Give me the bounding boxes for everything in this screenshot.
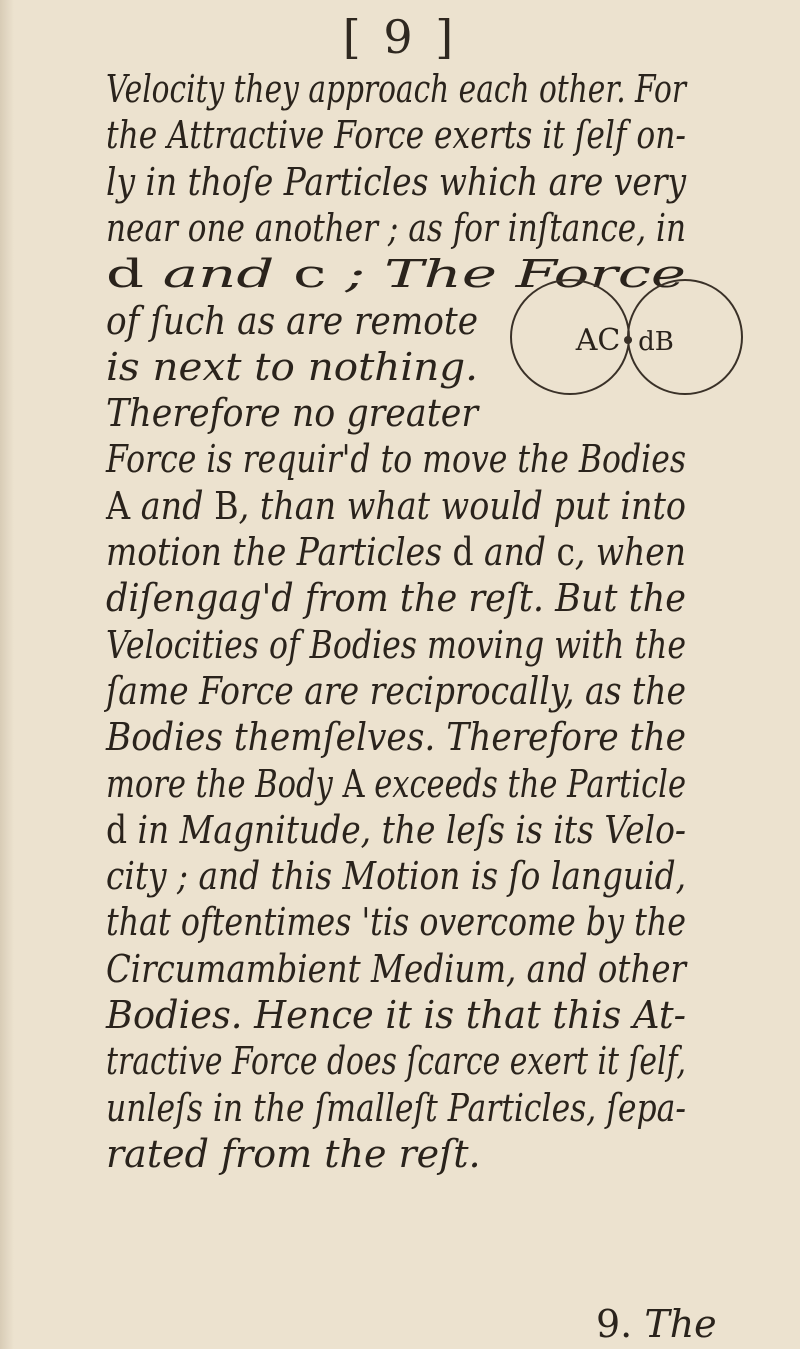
text-line <box>106 946 686 991</box>
italic-run: motion the Particles <box>106 530 453 574</box>
right-circle-label: dB <box>638 327 674 357</box>
roman-letter: A <box>342 761 365 806</box>
text-line <box>106 715 686 760</box>
roman-letter: d <box>452 530 474 574</box>
italic-run: Force is requir'd to move the Bodies <box>106 437 686 482</box>
text-line <box>106 437 686 482</box>
italic-run: Bodies. Hence it is that this At- <box>106 993 686 1037</box>
text-line <box>106 1085 686 1130</box>
roman-letter: A <box>106 483 131 528</box>
page-number: [ 9 ] <box>342 10 458 64</box>
italic-run: ly in thoſe Particles which are very <box>106 159 686 204</box>
left-circle-label: AC <box>575 323 621 358</box>
text-line <box>106 993 686 1037</box>
roman-letter: d <box>106 807 128 852</box>
text-line <box>106 1131 481 1176</box>
italic-run: ſame Force are reciprocally, as the <box>106 668 686 713</box>
italic-run: and <box>130 483 215 528</box>
text-line <box>106 344 478 389</box>
catchword <box>596 1302 717 1346</box>
text-line <box>106 159 686 204</box>
roman-letter: c <box>293 252 327 297</box>
text-line <box>106 205 686 250</box>
italic-run: near one another ; as for inſtance, in <box>106 205 686 250</box>
text-line <box>106 622 686 667</box>
page-gutter-shadow <box>0 0 14 1349</box>
italic-run: , when <box>574 530 686 574</box>
text-line <box>106 483 687 528</box>
text-line <box>106 1039 686 1084</box>
italic-run: and <box>473 530 557 574</box>
text-line <box>106 298 478 343</box>
italic-run: more the Body <box>106 761 343 806</box>
catchword-number: 9. <box>596 1302 633 1346</box>
text-line <box>106 576 686 621</box>
italic-run: , than what would put into <box>238 483 687 528</box>
italic-run: rated from the reſt. <box>106 1131 481 1176</box>
italic-run: that oftentimes 'tis overcome by the <box>106 900 686 945</box>
italic-run: Therefore no greater <box>106 391 478 436</box>
italic-run: Velocities of Bodies moving with the <box>106 622 686 667</box>
italic-run: city ; and this Motion is ſo languid, <box>106 854 686 899</box>
text-line <box>106 530 686 574</box>
italic-run: in Magnitude, the leſs is its Velo- <box>127 807 686 852</box>
italic-run: exceeds the Particle <box>364 761 686 806</box>
roman-letter: c <box>556 530 575 574</box>
text-line <box>106 113 686 158</box>
text-line <box>106 761 686 806</box>
roman-letter: B <box>214 483 239 528</box>
roman-letter: d <box>106 252 144 297</box>
text-line <box>106 807 686 852</box>
italic-run: Circumambient Medium, and other <box>106 946 686 991</box>
italic-run: is next to nothing. <box>106 344 478 389</box>
text-line <box>106 900 686 945</box>
italic-run: ; The Force <box>326 252 686 297</box>
catchword-word: The <box>644 1302 717 1346</box>
italic-run: diſengag'd from the reſt. But the <box>106 576 686 621</box>
italic-run: the Attractive Force exerts it ſelf on- <box>106 113 686 158</box>
particle-d-dot <box>626 337 632 343</box>
text-line <box>106 668 686 713</box>
italic-run: tractive Force does ſcarce exert it ſelf, <box>106 1039 686 1084</box>
italic-run: of ſuch as are remote <box>106 298 478 343</box>
text-line <box>106 67 686 111</box>
bodies-diagram <box>505 262 745 412</box>
italic-run: Bodies themſelves. Therefore the <box>106 715 686 760</box>
italic-run: unleſs in the ſmalleſt Particles, ſepa- <box>106 1085 686 1130</box>
text-line <box>106 391 478 436</box>
italic-run: and <box>143 252 294 297</box>
italic-run: Velocity they approach each other. For <box>106 67 686 111</box>
text-line <box>106 854 686 899</box>
